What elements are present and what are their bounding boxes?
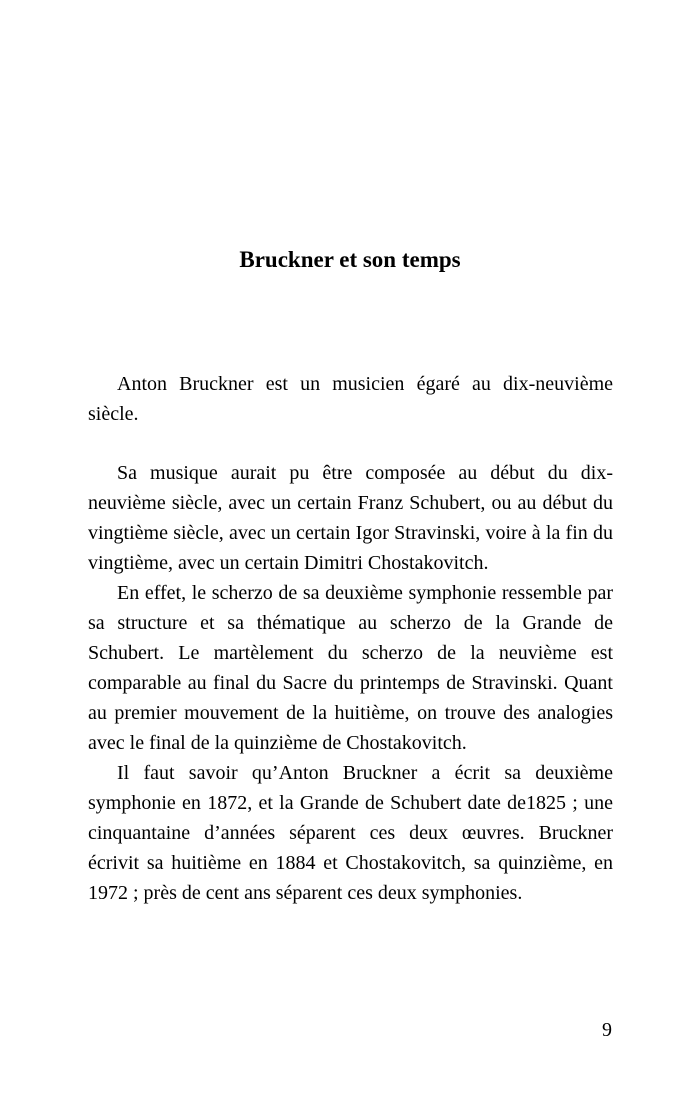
chapter-title: Bruckner et son temps: [239, 247, 461, 272]
paragraph: Sa musique aurait pu être composée au début du dix-neuvième siècle, avec un certain Franz Schubert, ou au début du vingtième siècle, avec un certain Igor Stravinski, voire à la fin du vingtième, avec un certain Dimitri Chostakovitch.: [88, 462, 613, 574]
paragraph: Il faut savoir qu’Anton Bruckner a écrit sa deuxième symphonie en 1872, et la Grande de Schubert date de1825 ; une cinquantaine d’années séparent ces deux œuvres. Bruckner écrivit sa huitième en 1884 et Chostakovitch, sa quinzième, en 1972 ; près de cent ans séparent ces deux symphonies.: [88, 762, 613, 904]
page-number: 9: [602, 1019, 612, 1041]
intro-block: [88, 369, 613, 429]
body-block: [88, 458, 613, 908]
paragraph: En effet, le scherzo de sa deuxième symphonie ressemble par sa structure et sa thématique au scherzo de la Grande de Schubert. Le martèlement du scherzo de la neuvième est comparable au final du Sacre du printemps de Stravinski. Quant au premier mouvement de la huitième, on trouve des analogies avec le final de la quinzième de Chostakovitch.: [88, 582, 613, 754]
paragraph: Anton Bruckner est un musicien égaré au dix-neuvième siècle.: [88, 373, 613, 425]
